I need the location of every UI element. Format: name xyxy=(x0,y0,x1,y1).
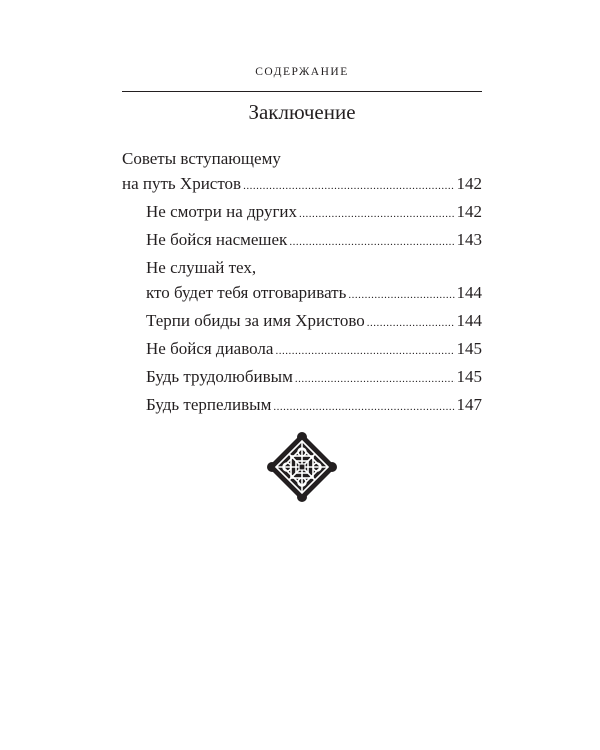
toc-entry xyxy=(122,364,482,392)
celtic-knot-ornament-icon xyxy=(267,432,337,502)
toc-entry-text: Не слушай тех, xyxy=(146,258,257,277)
dot-leader xyxy=(243,174,454,199)
toc-page-number: 145 xyxy=(456,339,482,358)
header-rule xyxy=(122,91,482,92)
dot-leader xyxy=(289,230,454,255)
toc-page-number: 142 xyxy=(456,174,482,193)
toc-entry-text: Не смотри на других xyxy=(146,202,298,221)
running-head: СОДЕРЖАНИЕ xyxy=(255,66,349,78)
toc-entry-text: на путь Христов xyxy=(122,174,242,193)
section-title: Заключение xyxy=(248,100,356,124)
toc-page-number: 145 xyxy=(456,367,482,386)
toc-entry xyxy=(122,255,482,308)
toc-page-number: 144 xyxy=(456,283,482,302)
dot-leader xyxy=(367,311,455,336)
toc-entry xyxy=(122,146,482,199)
toc-entry xyxy=(122,336,482,364)
toc-entry xyxy=(122,392,482,420)
toc-entry-text: Терпи обиды за имя Христово xyxy=(146,311,365,330)
toc-entry-text: Не бойся насмешек xyxy=(146,230,288,249)
toc-entry-text: кто будет тебя отговаривать xyxy=(146,283,347,302)
dot-leader xyxy=(299,202,454,227)
toc-entry-text: Не бойся диавола xyxy=(146,339,274,358)
toc-page-number: 143 xyxy=(456,230,482,249)
toc-entry-text: Будь трудолюбивым xyxy=(146,367,293,386)
table-of-contents xyxy=(122,146,482,420)
toc-entry xyxy=(122,227,482,255)
toc-entry-text: Советы вступающему xyxy=(122,149,281,168)
toc-entry xyxy=(122,308,482,336)
dot-leader xyxy=(348,283,454,308)
toc-page-number: 142 xyxy=(456,202,482,221)
dot-leader xyxy=(295,367,455,392)
toc-entry-text: Будь терпеливым xyxy=(146,395,272,414)
dot-leader xyxy=(275,339,454,364)
dot-leader xyxy=(273,395,454,420)
toc-entry xyxy=(122,199,482,227)
toc-page-number: 147 xyxy=(456,395,482,414)
toc-page-number: 144 xyxy=(456,311,482,330)
